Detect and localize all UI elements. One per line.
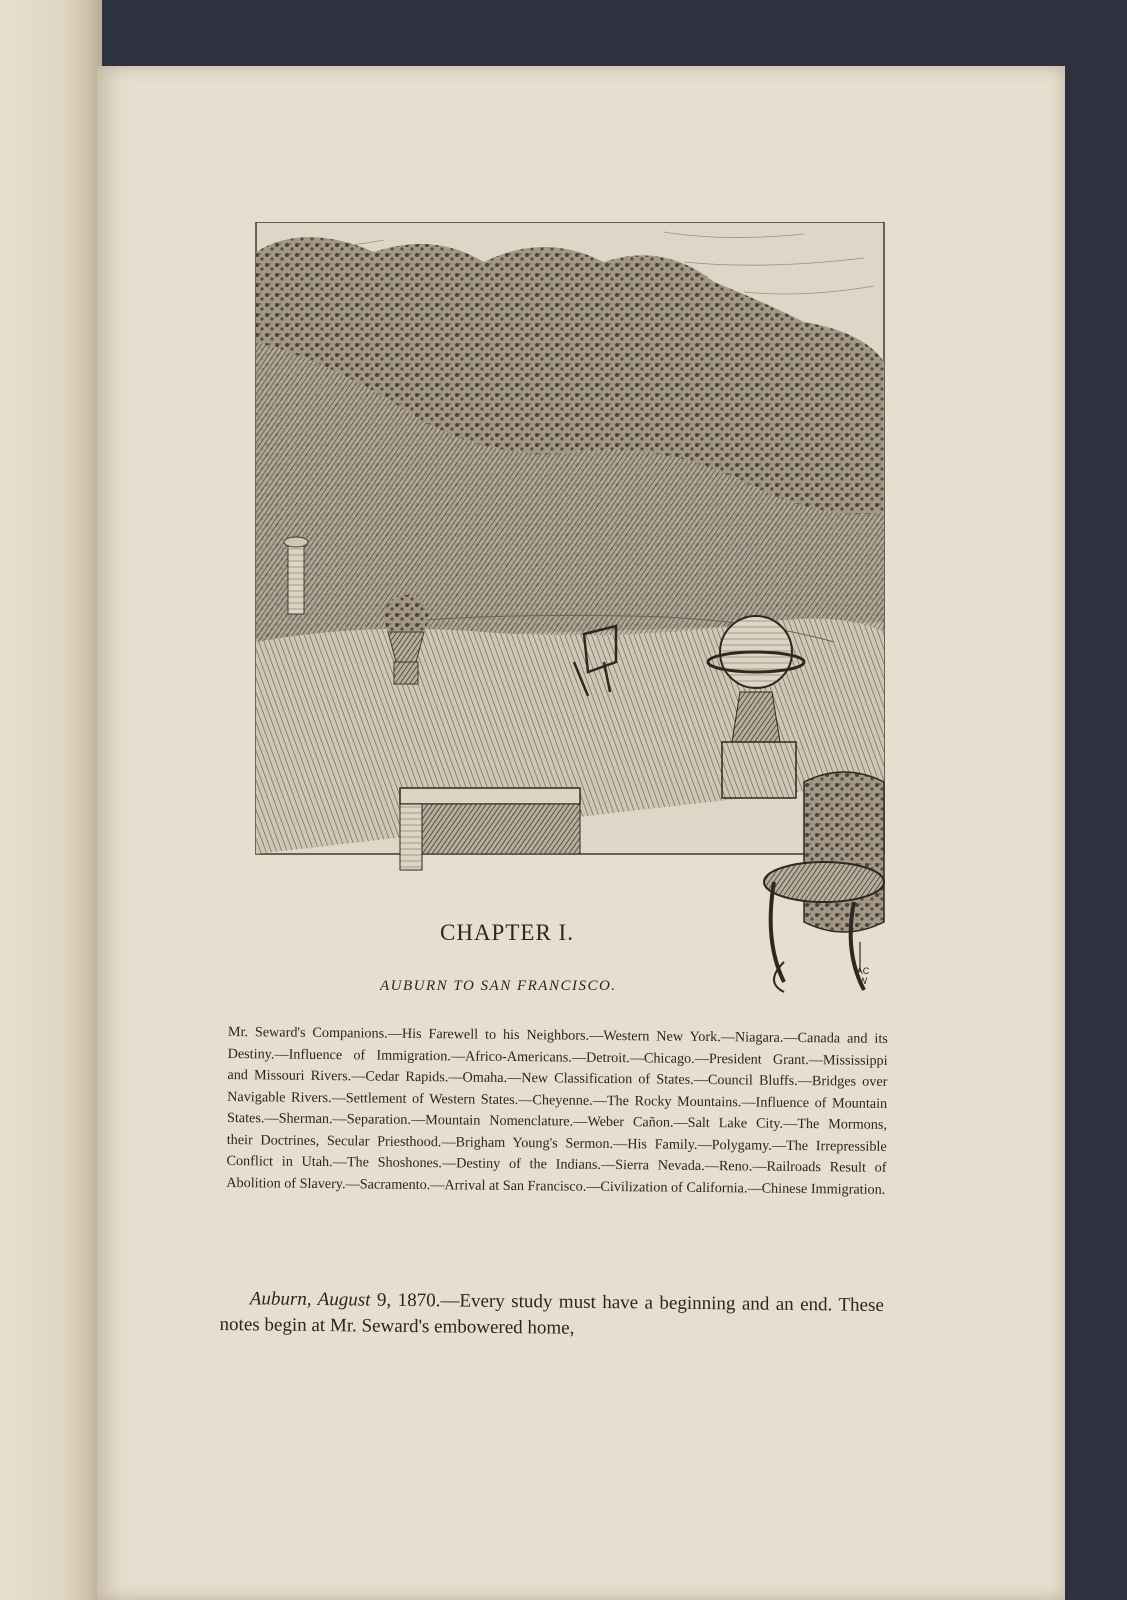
body-place-date: Auburn, August: [249, 1288, 371, 1311]
chapter-subtitle: AUBURN TO SAN FRANCISCO.: [380, 978, 617, 994]
body-text: —Every study must have a beginning and an end. These notes begin at Mr. Seward's embowered home,: [219, 1290, 884, 1339]
signature-line-2: W: [858, 976, 868, 986]
stone-well: [400, 788, 580, 870]
garden-engraving: [244, 222, 900, 994]
engraver-signature: [843, 966, 883, 986]
body-paragraph: [219, 1286, 884, 1345]
chapter-synopsis: Mr. Seward's Companions.—His Farewell to his Neighbors.—Western New York.—Niagara.—Canada and its Destiny.—Influence of Immigration.—Africo-Americans.—Detroit.—Chicago.—President Grant.—Mississippi and Missouri Rivers.—Cedar Rapids.—Omaha.—New Classification of States.—Council Bluffs.—Bridges over Navigable Rivers.—Settlement of Western States.—Cheyenne.—The Rocky Mountains.—Influence of Mountain States.—Sherman.—Separation.—Mountain Nomenclature.—Weber Cañon.—Salt Lake City.—The Mormons, their Doctrines, Secular Priesthood.—Brigham Young's Sermon.—His Family.—Polygamy.—The Irrepressible Conflict in Utah.—The Shoshones.—Destiny of the Indians.—Sierra Nevada.—Reno.—Railroads Result of Abolition of Slavery.—Sacramento.—Arrival at San Francisco.—Civilization of California.—Chinese Immigration.: [226, 1023, 888, 1198]
left-facing-page: [0, 0, 102, 1600]
signature-line-1: AC: [856, 966, 870, 976]
garden-urn-left: [284, 537, 308, 614]
body-day-year: 9, 1870.: [370, 1289, 441, 1312]
chapter-title: CHAPTER I.: [440, 920, 574, 945]
